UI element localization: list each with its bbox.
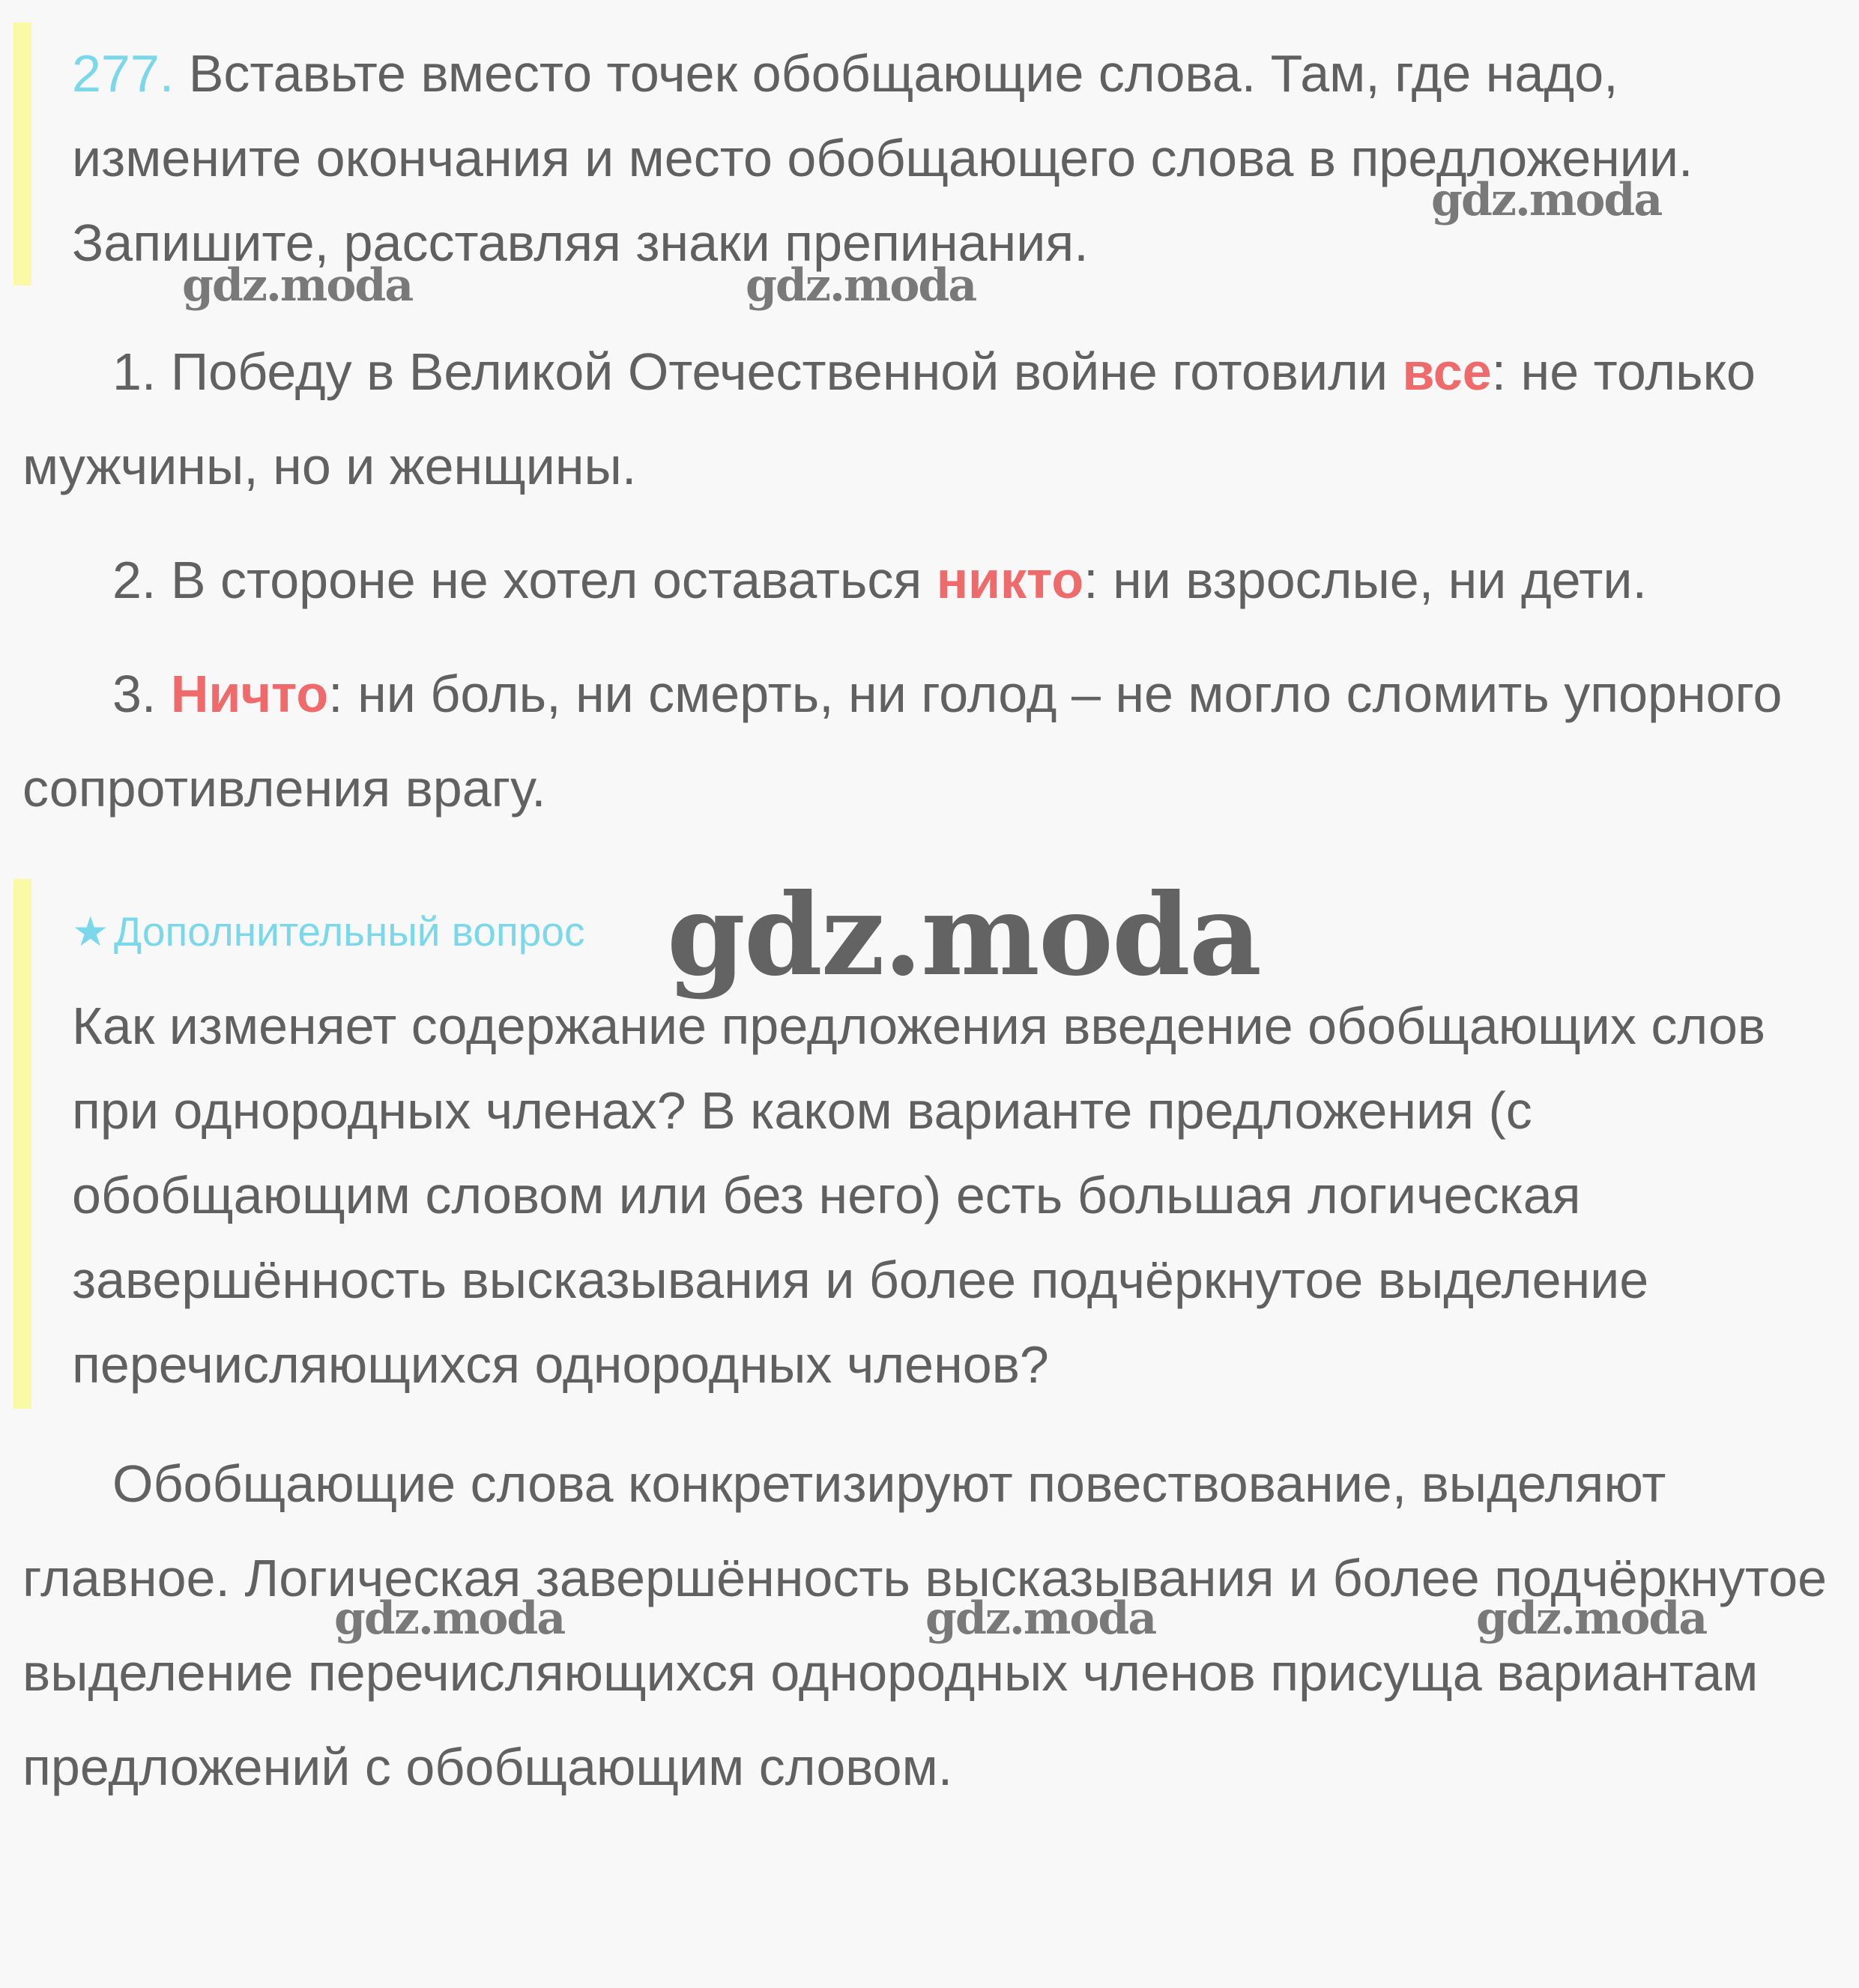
task-number: 277. bbox=[72, 44, 175, 103]
watermark: gdz.moda bbox=[667, 869, 1261, 1001]
answer-text: : ни боль, ни смерть, ни голод – не могло сломить упорного сопротивления врагу. bbox=[22, 665, 1783, 818]
answer-text: : ни взрослые, ни дети. bbox=[1083, 551, 1647, 609]
answer-text: 3. bbox=[112, 665, 171, 723]
extra-heading-label: Дополнительный вопрос bbox=[114, 908, 585, 955]
task-statement bbox=[72, 22, 1812, 285]
watermark: gdz.moda bbox=[925, 1592, 1156, 1645]
answer-text: 2. В стороне не хотел оставаться bbox=[112, 551, 937, 609]
answer-highlight: Ничто bbox=[170, 665, 329, 723]
watermark: gdz.moda bbox=[1431, 174, 1662, 226]
watermark: gdz.moda bbox=[746, 259, 976, 312]
answer-item bbox=[22, 647, 1836, 836]
answer-text: 1. Победу в Великой Отечественной войне готовили bbox=[112, 342, 1403, 401]
answer-item bbox=[22, 324, 1836, 513]
extra-question-text: Как изменяет содержание предложения введение обобщающих слов при однородных членах? В каком варианте предложения (с обобщающим словом или без него) есть большая логическая завершённость высказывания и более подчёркнутое выделение перечисляющихся однородных членов? bbox=[72, 997, 1766, 1394]
answer-highlight: никто bbox=[936, 551, 1084, 609]
answers-list bbox=[22, 324, 1836, 855]
watermark: gdz.moda bbox=[182, 259, 413, 312]
task-text: Вставьте вместо точек обобщающие слова. Там, где надо, измените окончания и место обобщающего слова в предложении. Запишите, расставляя знаки препинания. bbox=[72, 44, 1693, 272]
watermark: gdz.moda bbox=[1476, 1592, 1707, 1645]
star-icon: ★ bbox=[72, 908, 109, 955]
final-answer: Обобщающие слова конкретизируют повествование, выделяют главное. Логическая завершённость высказывания и более подчёркнутое выделение перечисляющихся однородных членов присуща вариантам предложений с обобщающим словом. bbox=[22, 1454, 1828, 1796]
answer-text: : не только мужчины, но и женщины. bbox=[22, 342, 1756, 495]
answer-highlight: все bbox=[1402, 342, 1492, 401]
watermark: gdz.moda bbox=[334, 1592, 565, 1645]
task-block bbox=[13, 22, 1812, 285]
answer-item bbox=[22, 533, 1836, 627]
